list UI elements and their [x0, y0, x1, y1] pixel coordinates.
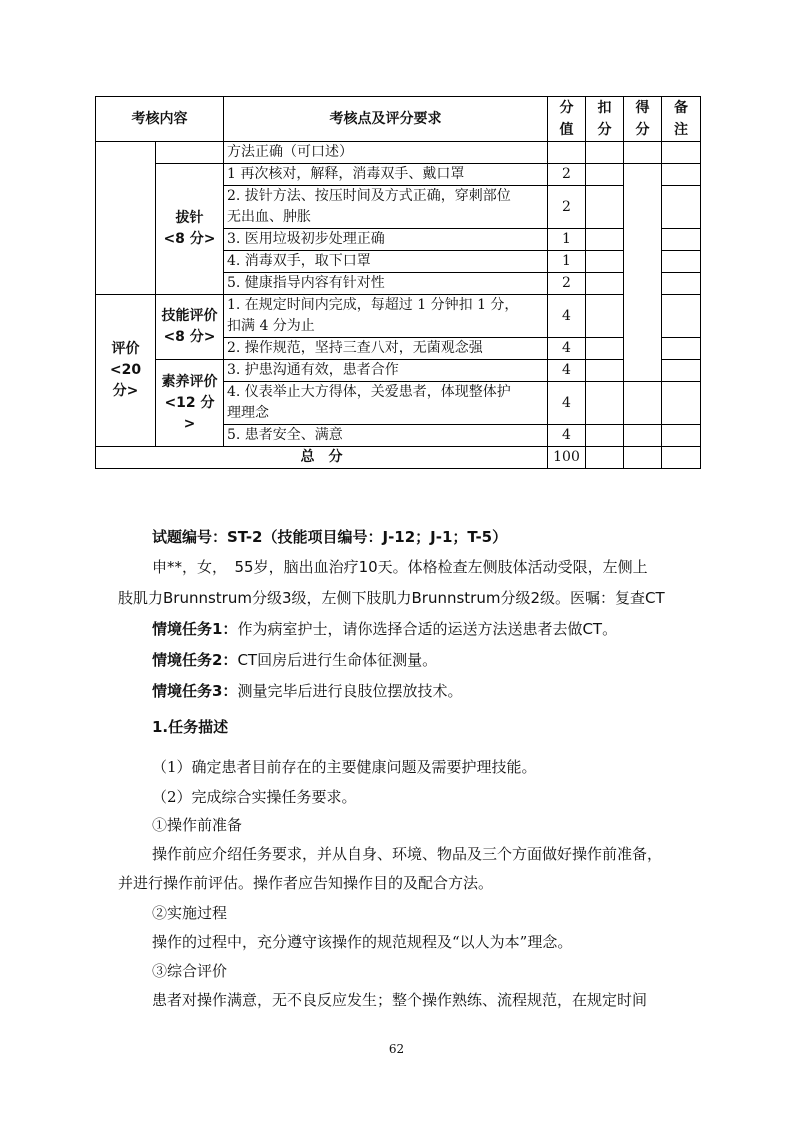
table-row	[96, 142, 701, 164]
empty-cell	[96, 142, 156, 295]
row-method-text: 方法正确（可口述）	[224, 142, 548, 164]
empty-cell	[624, 142, 662, 164]
header-deduct-top: 扣	[597, 100, 612, 116]
header-got	[624, 97, 662, 142]
needle-score-2: 2	[548, 186, 586, 229]
header-points: 考核点及评分要求	[224, 97, 548, 142]
empty-cell	[156, 142, 224, 164]
empty-cell	[586, 229, 624, 251]
eval-item-4	[224, 382, 548, 425]
eval-item-1	[224, 295, 548, 338]
header-content: 考核内容	[96, 97, 224, 142]
empty-cell	[662, 229, 701, 251]
eval-item-4-line1: 4. 仪表举止大方得体，关爱患者，体现整体护	[227, 384, 511, 400]
scoring-table	[95, 96, 701, 469]
eval-score-3: 4	[548, 360, 586, 382]
eval-score-5: 4	[548, 425, 586, 447]
empty-cell	[586, 186, 624, 229]
empty-cell	[586, 273, 624, 295]
needle-item-2-line2: 无出血、肿胀	[227, 209, 311, 225]
empty-cell	[586, 295, 624, 338]
total-score: 100	[548, 447, 586, 469]
empty-cell	[586, 382, 624, 425]
evaluation-label-top: 评价<20	[109, 341, 142, 378]
evaluation-label-bottom: 分>	[112, 383, 139, 399]
quality-eval-label-bottom: <12 分>	[164, 394, 215, 432]
empty-cell	[662, 186, 701, 229]
eval-item-1-line1: 1. 在规定时间内完成，每超过 1 分钟扣 1 分，	[227, 297, 519, 313]
empty-cell	[624, 447, 662, 469]
empty-cell	[586, 447, 624, 469]
eval-item-5: 5. 患者安全、满意	[224, 425, 548, 447]
scenario-3-label: 情境任务3：	[152, 682, 238, 700]
header-note	[662, 97, 701, 142]
eval-score-2: 4	[548, 338, 586, 360]
table-row	[96, 295, 701, 338]
scenario-2-label: 情境任务2：	[152, 651, 238, 669]
empty-cell	[586, 142, 624, 164]
table-row	[96, 360, 701, 382]
scenario-1	[152, 618, 617, 639]
impl-title: ②实施过程	[152, 904, 228, 922]
prep-title: ①操作前准备	[152, 816, 243, 834]
table-header-row	[96, 97, 701, 142]
eval-score-1: 4	[548, 295, 586, 338]
needle-score-3: 1	[548, 229, 586, 251]
case-line-2: 肢肌力Brunnstrum分级3级，左侧下肢肌力Brunnstrum分级2级。医嘱：复查CT	[118, 589, 665, 607]
empty-cell	[586, 251, 624, 273]
task-id: 试题编号：ST-2（技能项目编号：J-12；J-1；T-5）	[152, 528, 508, 546]
header-score-top: 分	[559, 100, 574, 116]
needle-item-1: 1 再次核对，解释，消毒双手、戴口罩	[224, 164, 548, 186]
empty-cell	[662, 360, 701, 382]
skill-eval-label	[156, 295, 224, 360]
needle-label	[156, 164, 224, 295]
scenario-3-text: 测量完毕后进行良肢位摆放技术。	[237, 682, 463, 700]
skill-eval-label-bottom: <8 分>	[163, 329, 216, 345]
prep-line-1: 操作前应介绍任务要求，并从自身、环境、物品及三个方面做好操作前准备，	[152, 845, 663, 863]
case-line-1: 申**，女， 55岁，脑出血治疗10天。体格检查左侧肢体活动受限，左侧上	[152, 558, 648, 576]
section-1-title: 1.任务描述	[152, 718, 229, 736]
total-label: 总 分	[96, 447, 548, 469]
eval-item-2: 2. 操作规范，坚持三查八对，无菌观念强	[224, 338, 548, 360]
empty-cell	[662, 142, 701, 164]
needle-score-1: 2	[548, 164, 586, 186]
empty-cell	[624, 382, 662, 425]
header-got-top: 得	[635, 100, 650, 116]
eval-item-4-line2: 理理念	[227, 405, 269, 421]
empty-cell	[662, 295, 701, 338]
empty-cell	[548, 142, 586, 164]
empty-cell	[624, 425, 662, 447]
table-row	[96, 164, 701, 186]
empty-cell	[662, 447, 701, 469]
eval-title: ③综合评价	[152, 962, 228, 980]
needle-label-bottom: <8 分>	[163, 231, 216, 247]
needle-score-4: 1	[548, 251, 586, 273]
needle-item-4: 4. 消毒双手，取下口罩	[224, 251, 548, 273]
empty-cell	[662, 273, 701, 295]
empty-cell	[662, 251, 701, 273]
needle-item-5: 5. 健康指导内容有针对性	[224, 273, 548, 295]
empty-cell	[624, 164, 662, 382]
header-score-bottom: 值	[559, 122, 574, 138]
evaluation-label	[96, 295, 156, 447]
eval-item-3: 3. 护患沟通有效，患者合作	[224, 360, 548, 382]
scenario-2	[152, 649, 437, 670]
needle-item-2-line1: 2. 拔针方法、按压时间及方式正确，穿刺部位	[227, 188, 511, 204]
empty-cell	[586, 360, 624, 382]
header-got-bottom: 分	[635, 122, 650, 138]
desc-1: （1）确定患者目前存在的主要健康问题及需要护理技能。	[152, 758, 537, 776]
impl-line-1: 操作的过程中，充分遵守该操作的规范规程及“以人为本”理念。	[152, 933, 573, 951]
total-row	[96, 447, 701, 469]
quality-eval-label-top: 素养评价	[161, 373, 218, 390]
needle-label-top: 拔针	[175, 210, 204, 226]
header-note-top: 备	[674, 100, 688, 116]
eval-line-1: 患者对操作满意，无不良反应发生；整个操作熟练、流程规范，在规定时间	[152, 991, 648, 1009]
empty-cell	[662, 164, 701, 186]
skill-eval-label-top: 技能评价	[161, 308, 218, 324]
header-score	[548, 97, 586, 142]
empty-cell	[662, 382, 701, 425]
page-number: 62	[388, 1042, 405, 1056]
needle-score-5: 2	[548, 273, 586, 295]
scenario-3	[152, 680, 462, 701]
header-deduct-bottom: 分	[597, 122, 612, 138]
eval-item-1-line2: 扣满 4 分为止	[227, 318, 315, 334]
empty-cell	[662, 425, 701, 447]
empty-cell	[586, 425, 624, 447]
scenario-1-label: 情境任务1：	[152, 620, 238, 638]
eval-score-4: 4	[548, 382, 586, 425]
empty-cell	[586, 338, 624, 360]
header-deduct	[586, 97, 624, 142]
empty-cell	[586, 164, 624, 186]
quality-eval-label	[156, 360, 224, 447]
header-note-bottom: 注	[674, 122, 688, 138]
empty-cell	[662, 338, 701, 360]
scenario-2-text: CT回房后进行生命体征测量。	[237, 651, 438, 669]
needle-item-3: 3. 医用垃圾初步处理正确	[224, 229, 548, 251]
prep-line-2: 并进行操作前评估。操作者应告知操作目的及配合方法。	[118, 874, 494, 892]
desc-2: （2）完成综合实操任务要求。	[152, 788, 357, 806]
needle-item-2	[224, 186, 548, 229]
scenario-1-text: 作为病室护士，请你选择合适的运送方法送患者去做CT。	[237, 620, 618, 638]
